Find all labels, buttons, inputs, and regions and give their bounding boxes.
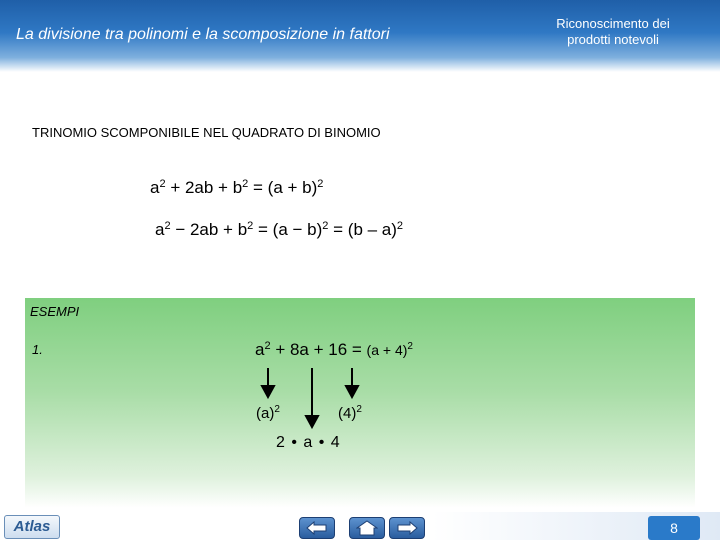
examples-label: ESEMPI — [30, 304, 80, 319]
example-number: 1. — [32, 342, 43, 357]
formula-square-of-difference — [155, 220, 403, 240]
section-heading: TRINOMIO SCOMPONIBILE NEL QUADRATO DI BINOMIO — [32, 125, 381, 140]
formula2-exp1: 2 — [164, 220, 171, 232]
term-a-base: (a) — [256, 405, 275, 422]
square-root-term-4 — [338, 404, 362, 422]
next-button[interactable] — [389, 517, 425, 539]
header-subtitle-line2: prodotti notevoli — [567, 32, 659, 47]
arrow-right-icon — [396, 521, 418, 535]
formula2-eq2: = (b – a) — [328, 220, 397, 239]
header-subtitle — [538, 16, 688, 48]
square-root-term-a — [256, 404, 280, 422]
example-result-base: (a + 4) — [366, 342, 408, 358]
example-mid: + 8a + 16 = — [270, 340, 367, 359]
term-4-base: (4) — [338, 405, 357, 422]
header-title: La divisione tra polinomi e la scomposizione in fattori — [16, 26, 390, 43]
example-result-exp: 2 — [407, 341, 413, 352]
formula1-a: a — [150, 178, 160, 197]
formula2-exp2: 2 — [247, 220, 254, 232]
home-icon — [356, 520, 378, 536]
example-a: a — [255, 340, 265, 359]
formula2-eq1: = (a − b) — [253, 220, 323, 239]
formula2-exp4: 2 — [396, 220, 404, 232]
term-4-exp: 2 — [356, 404, 362, 415]
formula1-exp1: 2 — [159, 178, 166, 190]
formula1-exp2: 2 — [242, 178, 249, 190]
arrow-left-icon — [306, 521, 328, 535]
formula1-mid: + 2ab + b — [165, 178, 243, 197]
formula1-eq: = (a + b) — [248, 178, 318, 197]
home-button[interactable] — [349, 517, 385, 539]
examples-panel — [25, 298, 695, 508]
double-product: 2 • a • 4 — [276, 434, 341, 451]
formula2-exp3: 2 — [322, 220, 329, 232]
header-subtitle-line1: Riconoscimento dei — [556, 16, 670, 31]
term-a-exp: 2 — [274, 404, 280, 415]
formula1-exp3: 2 — [317, 178, 324, 190]
example-result — [367, 342, 413, 358]
prev-button[interactable] — [299, 517, 335, 539]
header-bar — [0, 0, 720, 72]
formula2-mid: − 2ab + b — [170, 220, 248, 239]
formula-square-of-sum — [150, 178, 323, 198]
atlas-logo: Atlas — [4, 515, 60, 539]
page-number-badge: 8 — [648, 516, 700, 540]
example-equation — [255, 340, 413, 360]
example-exp1: 2 — [264, 340, 271, 352]
formula2-a: a — [155, 220, 165, 239]
